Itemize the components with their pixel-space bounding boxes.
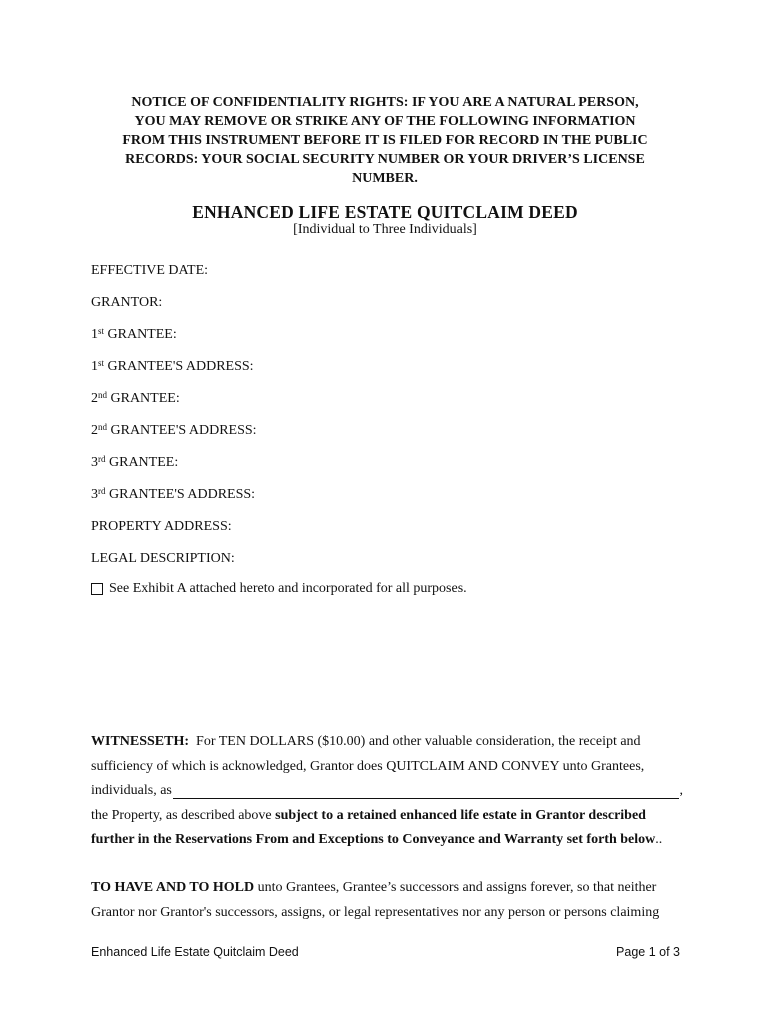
ordinal-suffix: rd [98,454,106,464]
witnesseth-line [91,779,683,804]
witnesseth-text: .. [655,832,663,847]
confidentiality-notice [90,93,680,188]
witnesseth-text: individuals, as [91,783,172,798]
ordinal-number: 2 [91,391,98,406]
exhibit-a-checkbox-label: See Exhibit A attached hereto and incorporated for all purposes. [109,581,467,596]
habendum-text: unto Grantees, Grantee’s successors and assigns forever, so that neither [254,880,657,895]
label-text: GRANTEE: [105,455,179,470]
ordinal-number: 3 [91,455,98,470]
habendum-line: Grantor nor Grantor's successors, assigns, or legal representatives nor any person or persons claiming [91,904,660,920]
witnesseth-heading: WITNESSETH: [91,734,190,749]
label-text: GRANTEE'S ADDRESS: [104,359,254,374]
fill-in-blank[interactable] [173,784,679,799]
notice-line: YOU MAY REMOVE OR STRIKE ANY OF THE FOLLOWING INFORMATION [134,114,636,129]
label-text: GRANTEE: [104,327,177,342]
notice-line: NUMBER. [352,171,418,186]
notice-line: NOTICE OF CONFIDENTIALITY RIGHTS: IF YOU ARE A NATURAL PERSON, [131,95,639,110]
legal-description-label: LEGAL DESCRIPTION: [91,551,235,566]
ordinal-suffix: st [98,326,105,336]
grantee-3-label [91,455,178,471]
label-text: GRANTEE'S ADDRESS: [107,423,257,438]
grantee-1-address-label [91,359,254,375]
ordinal-suffix: rd [98,486,106,496]
witnesseth-line [91,828,683,853]
label-text: GRANTEE'S ADDRESS: [105,487,256,502]
habendum-line [91,876,683,901]
notice-line: FROM THIS INSTRUMENT BEFORE IT IS FILED FOR RECORD IN THE PUBLIC [122,133,648,148]
grantee-2-label [91,391,180,407]
witnesseth-paragraph [91,730,683,853]
witnesseth-text: the Property, as described above [91,807,276,823]
document-subtitle: [Individual to Three Individuals] [293,222,477,237]
witnesseth-bold-text: subject to a retained enhanced life estate in Grantor described [275,807,646,823]
grantor-label: GRANTOR: [91,295,163,310]
witnesseth-line: sufficiency of which is acknowledged, Grantor does QUITCLAIM AND CONVEY unto Grantees, [91,758,645,774]
ordinal-number: 3 [91,487,98,502]
label-text: GRANTEE: [107,391,180,406]
grantee-2-address-label [91,423,257,439]
exhibit-a-option[interactable] [91,581,467,597]
exhibit-a-checkbox[interactable] [91,583,103,595]
effective-date-label: EFFECTIVE DATE: [91,263,209,278]
footer-document-name: Enhanced Life Estate Quitclaim Deed [91,945,299,959]
witnesseth-bold-text: further in the Reservations From and Exceptions to Conveyance and Warranty set forth below [91,832,656,847]
document-title: ENHANCED LIFE ESTATE QUITCLAIM DEED [192,202,578,222]
ordinal-suffix: nd [98,390,107,400]
grantee-3-address-label [91,487,255,503]
witnesseth-line [91,804,683,829]
witnesseth-line [91,730,683,755]
witnesseth-text: , [679,783,683,798]
habendum-heading: TO HAVE AND TO HOLD [91,880,255,895]
ordinal-suffix: st [98,358,105,368]
witnesseth-text: For TEN DOLLARS ($10.00) and other valuable consideration, the receipt and [189,734,641,749]
notice-line: RECORDS: YOUR SOCIAL SECURITY NUMBER OR YOUR DRIVER’S LICENSE [125,152,645,167]
property-address-label: PROPERTY ADDRESS: [91,519,232,534]
ordinal-number: 1 [91,327,98,342]
ordinal-suffix: nd [98,422,107,432]
ordinal-number: 2 [91,423,98,438]
grantee-1-label [91,327,177,343]
habendum-paragraph [91,876,683,925]
ordinal-number: 1 [91,359,98,374]
footer-page-number: Page 1 of 3 [616,945,680,959]
